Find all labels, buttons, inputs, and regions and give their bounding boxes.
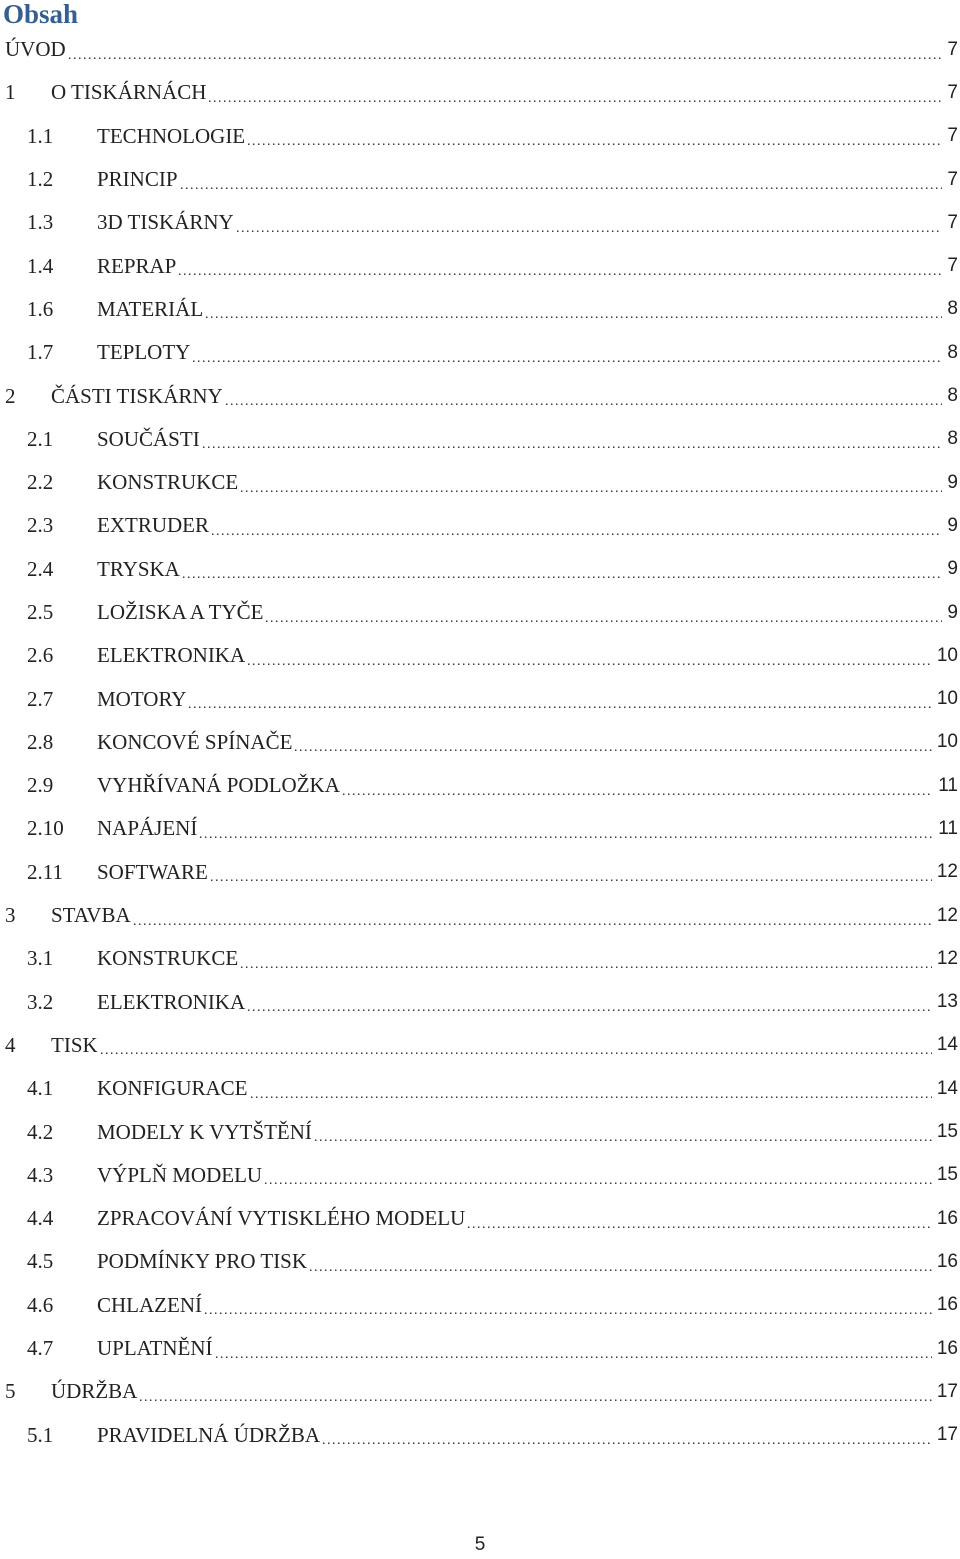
toc-entry-title: TRYSKA <box>97 556 180 581</box>
toc-entry-title: TEPLOTY <box>97 340 191 365</box>
dot-leader <box>188 701 932 709</box>
toc-entry[interactable] <box>0 331 960 374</box>
dot-leader <box>247 138 942 146</box>
toc-entry[interactable] <box>0 158 960 201</box>
toc-entry-page: 9 <box>944 558 958 580</box>
toc-entry-title: ZPRACOVÁNÍ VYTISKLÉHO MODELU <box>97 1206 466 1231</box>
toc-entry-number: 2.7 <box>27 686 54 711</box>
toc-entry-page: 10 <box>934 645 958 667</box>
table-of-contents <box>0 28 960 1457</box>
toc-entry[interactable] <box>0 28 960 71</box>
dot-leader <box>265 615 942 623</box>
dot-leader <box>182 571 942 579</box>
dot-leader <box>68 52 942 60</box>
toc-entry-number: 2.4 <box>27 556 54 581</box>
toc-entry-number: 2 <box>5 383 16 408</box>
dot-leader <box>210 874 932 882</box>
toc-entry-number: 4.5 <box>27 1249 54 1274</box>
dot-leader <box>139 1394 932 1402</box>
toc-entry-page: 8 <box>944 298 958 320</box>
dot-leader <box>215 1351 932 1359</box>
toc-entry[interactable] <box>0 764 960 807</box>
toc-entry[interactable] <box>0 288 960 331</box>
toc-entry[interactable] <box>0 1110 960 1153</box>
dot-leader <box>133 918 932 926</box>
toc-entry-title: 3D TISKÁRNY <box>97 210 234 235</box>
toc-entry-number: 5.1 <box>27 1422 54 1447</box>
dot-leader <box>192 355 942 363</box>
dot-leader <box>250 1091 932 1099</box>
toc-entry-number: 1.3 <box>27 210 54 235</box>
toc-entry[interactable] <box>0 1370 960 1413</box>
toc-entry-page: 12 <box>934 861 958 883</box>
toc-entry-number: 1.6 <box>27 296 54 321</box>
toc-entry[interactable] <box>0 1067 960 1110</box>
dot-leader <box>236 225 942 233</box>
toc-entry-page: 10 <box>934 688 958 710</box>
toc-entry-title: VYHŘÍVANÁ PODLOŽKA <box>97 773 340 798</box>
dot-leader <box>240 961 932 969</box>
toc-entry[interactable] <box>0 115 960 158</box>
toc-entry-number: 4.1 <box>27 1076 54 1101</box>
toc-entry-page: 7 <box>944 39 958 61</box>
toc-entry-title: ÚVOD <box>5 37 66 62</box>
dot-leader <box>199 831 933 839</box>
toc-entry-page: 8 <box>944 385 958 407</box>
toc-entry-number: 1.4 <box>27 253 54 278</box>
toc-entry-title: SOFTWARE <box>97 859 208 884</box>
toc-entry-title: MOTORY <box>97 686 187 711</box>
toc-entry-number: 4.7 <box>27 1336 54 1361</box>
toc-entry-title: PRINCIP <box>97 167 178 192</box>
dot-leader <box>100 1047 932 1055</box>
toc-entry-number: 1 <box>5 80 16 105</box>
toc-entry[interactable] <box>0 548 960 591</box>
toc-entry[interactable] <box>0 1414 960 1457</box>
toc-entry-title: KONCOVÉ SPÍNAČE <box>97 729 293 754</box>
toc-entry-title: ÚDRŽBA <box>51 1379 138 1404</box>
toc-entry-page: 17 <box>934 1381 958 1403</box>
toc-entry[interactable] <box>0 418 960 461</box>
dot-leader <box>180 182 942 190</box>
toc-entry[interactable] <box>0 677 960 720</box>
toc-entry[interactable] <box>0 1154 960 1197</box>
toc-entry-page: 11 <box>935 818 958 840</box>
toc-entry[interactable] <box>0 1024 960 1067</box>
dot-leader <box>208 95 942 103</box>
toc-entry[interactable] <box>0 461 960 504</box>
toc-entry[interactable] <box>0 1327 960 1370</box>
toc-entry-page: 9 <box>944 602 958 624</box>
toc-entry-title: SOUČÁSTI <box>97 426 200 451</box>
toc-entry[interactable] <box>0 807 960 850</box>
toc-entry-number: 2.8 <box>27 729 54 754</box>
toc-entry-title: VÝPLŇ MODELU <box>97 1162 263 1187</box>
dot-leader <box>342 788 933 796</box>
toc-entry[interactable] <box>0 721 960 764</box>
dot-leader <box>294 744 932 752</box>
dot-leader <box>202 441 942 449</box>
toc-entry[interactable] <box>0 591 960 634</box>
dot-leader <box>247 658 932 666</box>
toc-entry-number: 2.9 <box>27 773 54 798</box>
toc-entry-page: 10 <box>934 731 958 753</box>
toc-entry[interactable] <box>0 374 960 417</box>
toc-entry-number: 4.6 <box>27 1292 54 1317</box>
toc-entry-page: 7 <box>944 212 958 234</box>
toc-entry-number: 4.2 <box>27 1119 54 1144</box>
toc-entry[interactable] <box>0 851 960 894</box>
dot-leader <box>264 1177 932 1185</box>
toc-entry-number: 2.5 <box>27 600 54 624</box>
toc-entry[interactable] <box>0 1240 960 1283</box>
toc-entry-number: 1.1 <box>27 123 54 148</box>
toc-entry-number: 3 <box>5 903 16 928</box>
toc-entry-page: 13 <box>934 991 958 1013</box>
toc-entry-title: KONSTRUKCE <box>97 946 239 971</box>
toc-entry-page: 12 <box>934 948 958 970</box>
dot-leader <box>211 528 942 536</box>
toc-entry-number: 3.2 <box>27 989 54 1014</box>
toc-entry-title: NAPÁJENÍ <box>97 816 198 841</box>
toc-entry-title: REPRAP <box>97 253 177 278</box>
toc-entry-title: KONFIGURACE <box>97 1076 248 1101</box>
dot-leader <box>240 485 942 493</box>
toc-entry-title: TISK <box>51 1032 98 1057</box>
toc-entry-page: 11 <box>935 775 958 797</box>
page-number: 5 <box>474 1534 486 1555</box>
toc-entry-page: 9 <box>944 472 958 494</box>
toc-entry-title: ELEKTRONIKA <box>97 989 246 1014</box>
toc-entry-title: MODELY K VYTŠTĚNÍ <box>97 1119 312 1144</box>
toc-entry-page: 14 <box>934 1078 958 1100</box>
toc-entry-title: LOŽISKA A TYČE <box>97 600 264 624</box>
toc-entry-title: EXTRUDER <box>97 513 209 538</box>
toc-entry-page: 8 <box>944 428 958 450</box>
dot-leader <box>314 1134 932 1142</box>
toc-entry-number: 2.3 <box>27 513 54 538</box>
toc-entry-number: 2.11 <box>27 859 63 884</box>
dot-leader <box>309 1264 932 1272</box>
toc-entry-page: 14 <box>934 1034 958 1056</box>
toc-entry-number: 2.6 <box>27 643 54 668</box>
toc-heading: Obsah <box>3 0 79 29</box>
toc-entry-page: 7 <box>944 125 958 147</box>
toc-entry-title: ELEKTRONIKA <box>97 643 246 668</box>
toc-entry[interactable] <box>0 894 960 937</box>
toc-entry-title: O TISKÁRNÁCH <box>51 80 207 105</box>
toc-entry[interactable] <box>0 504 960 547</box>
toc-entry-page: 16 <box>934 1338 958 1360</box>
toc-entry-page: 7 <box>944 169 958 191</box>
toc-entry[interactable] <box>0 201 960 244</box>
dot-leader <box>225 398 942 406</box>
toc-entry[interactable] <box>0 71 960 114</box>
toc-entry[interactable] <box>0 244 960 287</box>
toc-entry-number: 5 <box>5 1379 16 1404</box>
toc-entry[interactable] <box>0 981 960 1024</box>
toc-entry-page: 8 <box>944 342 958 364</box>
toc-entry-title: ČÁSTI TISKÁRNY <box>51 383 223 408</box>
toc-entry-page: 7 <box>944 255 958 277</box>
toc-entry-page: 7 <box>944 82 958 104</box>
toc-entry-number: 2.10 <box>27 816 64 841</box>
toc-entry[interactable] <box>0 937 960 980</box>
toc-entry[interactable] <box>0 1284 960 1327</box>
toc-entry[interactable] <box>0 634 960 677</box>
dot-leader <box>204 1307 932 1315</box>
toc-entry-number: 1.7 <box>27 340 54 365</box>
toc-entry-page: 15 <box>934 1164 958 1186</box>
toc-entry-page: 15 <box>934 1121 958 1143</box>
toc-entry-page: 16 <box>934 1294 958 1316</box>
toc-entry-title: UPLATNĚNÍ <box>97 1336 213 1361</box>
dot-leader <box>467 1221 932 1229</box>
toc-entry-page: 16 <box>934 1251 958 1273</box>
toc-entry-number: 2.2 <box>27 470 54 495</box>
toc-entry[interactable] <box>0 1197 960 1240</box>
toc-entry-number: 2.1 <box>27 426 54 451</box>
dot-leader <box>178 268 942 276</box>
toc-entry-title: STAVBA <box>51 903 131 928</box>
toc-entry-page: 17 <box>934 1424 958 1446</box>
dot-leader <box>322 1437 932 1445</box>
toc-entry-page: 12 <box>934 905 958 927</box>
toc-entry-number: 3.1 <box>27 946 54 971</box>
toc-entry-number: 4 <box>5 1032 16 1057</box>
toc-entry-title: CHLAZENÍ <box>97 1292 202 1317</box>
toc-entry-title: PRAVIDELNÁ ÚDRŽBA <box>97 1422 321 1447</box>
toc-entry-number: 1.2 <box>27 167 54 192</box>
toc-entry-page: 16 <box>934 1208 958 1230</box>
toc-entry-title: TECHNOLOGIE <box>97 123 246 148</box>
toc-entry-page: 9 <box>944 515 958 537</box>
dot-leader <box>247 1004 932 1012</box>
toc-entry-title: MATERIÁL <box>97 296 204 321</box>
toc-entry-number: 4.3 <box>27 1162 54 1187</box>
toc-entry-title: PODMÍNKY PRO TISK <box>97 1249 308 1274</box>
toc-entry-number: 4.4 <box>27 1206 54 1231</box>
toc-entry-title: KONSTRUKCE <box>97 470 239 495</box>
dot-leader <box>205 311 942 319</box>
